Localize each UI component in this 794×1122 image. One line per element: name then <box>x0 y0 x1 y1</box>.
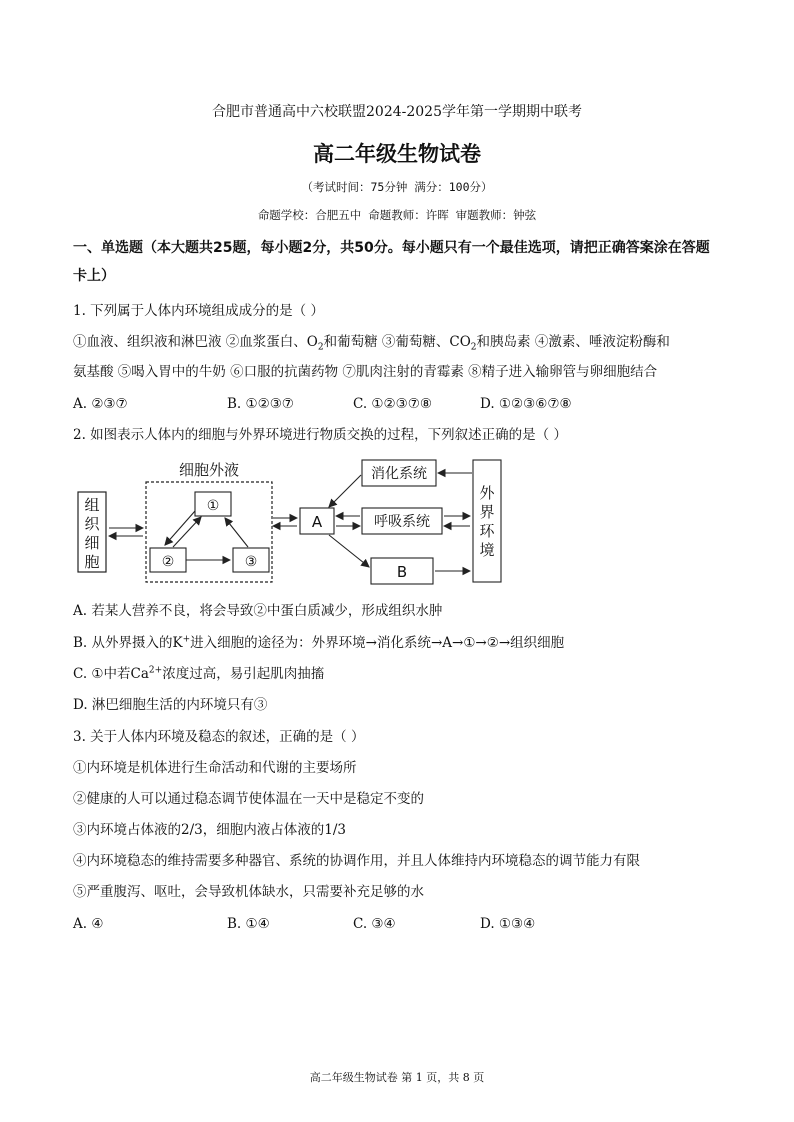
q1-option-b[interactable]: B. ①②③⑦ <box>227 396 294 412</box>
digestive-system-label: 消化系统 <box>371 466 427 482</box>
node-1-label: ① <box>206 498 220 514</box>
q3-option-b[interactable]: B. ①④ <box>227 916 270 932</box>
exchange-diagram <box>73 455 513 585</box>
q3-statement-3: ③内环境占体液的2/3，细胞内液占体液的1/3 <box>73 822 346 838</box>
section-heading: 一、单选题（本大题共25题，每小题2分，共50分。每小题只有一个最佳选项，请把正确答案涂在答题 <box>73 240 710 256</box>
section-heading-cont: 卡上） <box>73 268 115 284</box>
q3-statement-1: ①内环境是机体进行生命活动和代谢的主要场所 <box>73 760 357 776</box>
tissue-cell-label <box>84 496 100 571</box>
page-title: 高二年级生物试卷 <box>313 142 481 166</box>
q1-option-c[interactable]: C. ①②③⑦⑧ <box>353 396 432 412</box>
q2-option-b-part2: 进入细胞的途径为：外界环境→消化系统→A→①→②→组织细胞 <box>190 635 565 651</box>
q2-option-d[interactable]: D. 淋巴细胞生活的内环境只有③ <box>73 697 268 713</box>
q3-option-c[interactable]: C. ③④ <box>353 916 396 932</box>
q1-option-a[interactable]: A. ②③⑦ <box>73 396 128 412</box>
q3-option-d[interactable]: D. ①③④ <box>480 916 536 932</box>
q2-option-b[interactable] <box>73 633 564 653</box>
ecf-label: 细胞外液 <box>178 461 240 479</box>
q1-sub-co2: 2 <box>470 342 477 353</box>
page-footer: 高二年级生物试卷 第 1 页，共 8 页 <box>309 1071 485 1084</box>
svg-text:环: 环 <box>479 522 495 540</box>
exam-header-line: 合肥市普通高中六校联盟2024-2025学年第一学期期中联考 <box>212 104 582 120</box>
q3-statement-4: ④内环境稳态的维持需要多种器官、系统的协调作用，并且人体维持内环境稳态的调节能力有限 <box>73 853 640 869</box>
q2-option-c[interactable] <box>73 664 324 684</box>
q2-option-a[interactable]: A. 若某人营养不良，将会导致②中蛋白质减少，形成组织水肿 <box>73 603 443 619</box>
q1-items-line2: 氨基酸 ⑤喝入胃中的牛奶 ⑥口服的抗菌药物 ⑦肌肉注射的青霉素 ⑧精子进入输卵管与卵细胞结合 <box>73 364 658 380</box>
svg-text:外: 外 <box>479 484 495 502</box>
node-2-label: ② <box>161 554 175 570</box>
svg-text:组: 组 <box>84 496 100 514</box>
q2-option-b-part1: B. 从外界摄入的K <box>73 635 183 651</box>
svg-text:胞: 胞 <box>84 553 100 571</box>
q1-items-line1 <box>73 332 670 352</box>
external-environment-label <box>479 484 495 559</box>
arrow-a-to-b <box>329 535 369 567</box>
svg-text:织: 织 <box>84 515 100 533</box>
arrow-3-to-1 <box>225 518 248 547</box>
node-b-label: B <box>396 563 408 581</box>
arrow-digestive-to-a <box>329 475 361 507</box>
svg-text:境: 境 <box>479 541 495 559</box>
q3-option-a[interactable]: A. ④ <box>73 916 104 932</box>
node-a-label: A <box>311 513 323 531</box>
node-3-label: ③ <box>244 554 258 570</box>
q2-option-c-part1: C. ①中若Ca <box>73 666 149 682</box>
q1-sub-o2: 2 <box>317 342 324 353</box>
q1-option-d[interactable]: D. ①②③⑥⑦⑧ <box>480 396 572 412</box>
q1-items-part-b: 和葡萄糖 ③葡萄糖、CO <box>323 334 471 350</box>
q2-option-b-sup: + <box>182 634 191 645</box>
q2-stem: 2. 如图表示人体内的细胞与外界环境进行物质交换的过程，下列叙述正确的是（ ） <box>73 427 567 443</box>
q1-stem: 1. 下列属于人体内环境组成成分的是（ ） <box>73 303 324 319</box>
q2-option-c-sup: 2+ <box>148 665 163 676</box>
q1-items-part-c: 和胰岛素 ④激素、唾液淀粉酶和 <box>476 334 670 350</box>
respiratory-system-label: 呼吸系统 <box>374 514 430 530</box>
q3-statement-2: ②健康的人可以通过稳态调节使体温在一天中是稳定不变的 <box>73 791 424 807</box>
q3-stem: 3. 关于人体内环境及稳态的叙述，正确的是（ ） <box>73 729 365 745</box>
q2-option-c-part2: 浓度过高，易引起肌肉抽搐 <box>162 666 325 682</box>
exam-info: （考试时间：75分钟 满分：100分） <box>301 180 493 194</box>
setter-line: 命题学校：合肥五中 命题教师：许晖 审题教师：钟弦 <box>257 208 537 222</box>
svg-text:界: 界 <box>479 503 495 521</box>
q1-items-part-a: ①血液、组织液和淋巴液 ②血浆蛋白、O <box>73 334 318 350</box>
svg-text:细: 细 <box>84 534 100 552</box>
q3-statement-5: ⑤严重腹泻、呕吐，会导致机体缺水，只需要补充足够的水 <box>73 884 424 900</box>
external-environment-box <box>473 460 501 582</box>
